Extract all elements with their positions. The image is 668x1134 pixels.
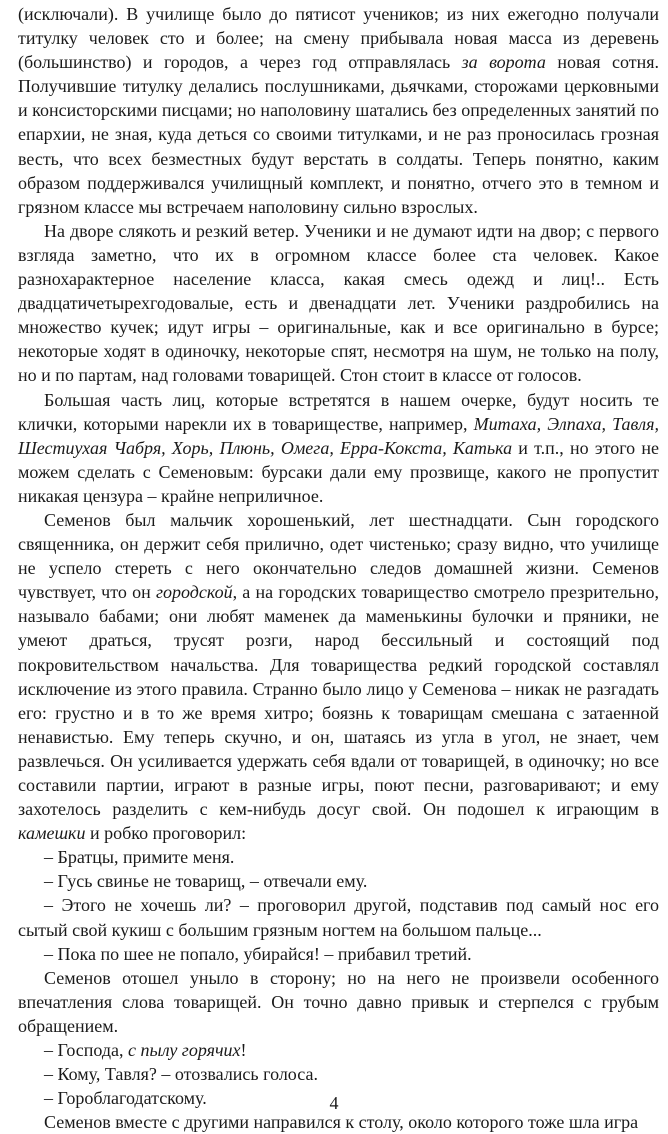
text-run: – Гусь свинье не товарищ, – отвечали ему. [44, 871, 368, 892]
dialogue-line [18, 942, 659, 966]
text-run: Семенов был мальчик хорошенький, лет шестнадцати. Сын городского священника, он держит себя прилично, одет чистенько; сразу видно, что училище не успело стереть с него окончательно следов домашней жизни. Семенов чувствует, что он [18, 509, 659, 603]
text-run: – Пока по шее не попало, убирайся! – прибавил третий. [44, 943, 472, 964]
paragraph-2 [18, 219, 659, 388]
dialogue-line [18, 893, 659, 941]
paragraph-3 [18, 388, 659, 508]
page-number: 4 [329, 1093, 339, 1113]
italic-run: Митаха, Элпаха, Тавля, Шестиухая Чабря, Хорь, Плюнь, Омега, Ерра-Кокста, Катька [18, 413, 659, 458]
text-run: – Гороблагодатскому. [44, 1088, 207, 1109]
text-run: На дворе слякоть и резкий ветер. Ученики и не думают идти на двор; с первого взгляда заметно, что их в огромном классе более ста человек. Какое разнохарактерное население класса, какая смесь одежд и лиц!.. Есть двадцатичетырехгодовалые, есть и двенадцати лет. Ученики раздробились на множество кучек; идут игры – оригинальные, как и все оригинально в бурсе; некоторые ходят в одиночку, некоторые спят, несмотря на шум, не только на полу, но и по партам, над головами товарищей. Стон стоит в классе от голосов. [18, 220, 659, 386]
dialogue-line [18, 1062, 659, 1086]
paragraph-9 [18, 966, 659, 1038]
text-run: – Господа, [44, 1040, 129, 1061]
italic-run: с пылу горячих [128, 1040, 241, 1061]
paragraph-4 [18, 508, 659, 845]
text-run: Большая часть лиц, которые встретятся в нашем очерке, будут носить те клички, которыми нарекли их в товариществе, например, [18, 389, 659, 434]
text-run: Семенов вместе с другими направился к столу, около которого тоже шла игра [44, 1112, 639, 1133]
text-run: , а на городских товарищество смотрело презрительно, называло бабами; они любят маменек да маменькины булочки и пряники, не умеют драться, трусят розги, народ бессильный и состоящий под покровительством начальства. Для товарищества редкий городской составлял исключение из этого правила. Странно было лицо у Семенова – никак не разгадать его: грустно и в то же время хитро; боязнь к товарищам смешана с затаенной ненавистью. Ему теперь скучно, и он, шатаясь из угла в угол, не знает, чем развлечься. Он усиливается удержать себя вдали от товарищей, в одиночку; но все составили партии, играют в разные игры, поют песни, разговаривают; и ему захотелось разделить с кем-нибудь досуг свой. Он подошел к играющим в [18, 582, 660, 820]
paragraph-1 [18, 2, 659, 219]
text-run: и т.п., но этого не можем сделать с Семеновым: бурсаки дали ему прозвище, какого не пропустит никакая цензура – крайне неприличное. [18, 437, 659, 506]
text-run: – Этого не хочешь ли? – проговорил другой, подставив под самый нос его сытый свой кукиш с большим грязным ногтем на большом пальце... [18, 895, 659, 940]
text-run: и робко проговорил: [85, 823, 247, 844]
text-run: ! [240, 1040, 247, 1061]
text-run: – Кому, Тавля? – отозвались голоса. [44, 1064, 318, 1085]
text-run: Семенов отошел уныло в сторону; но на него не произвели особенного впечатления слова товарищей. Он точно давно привык и стерпелся с грубым обращением. [18, 967, 659, 1036]
dialogue-line [18, 869, 659, 893]
text-run: (исключали). В училище было до пятисот учеников; из них ежегодно получали титулку человек сто и более; на смену прибывала новая масса из деревень (большинство) и городов, а через год отправлялась [18, 4, 659, 73]
dialogue-line [18, 845, 659, 869]
italic-run: городской [155, 582, 233, 603]
text-run: – Братцы, примите меня. [44, 847, 235, 868]
text-body [18, 2, 659, 1134]
italic-run: за ворота [461, 52, 546, 73]
dialogue-line [18, 1038, 659, 1062]
italic-run: камешки [18, 823, 86, 844]
text-run: новая сотня. Получившие титулку делались послушниками, дьячками, сторожами церковными и консисторскими писцами; но наполовину шатались без определенных занятий по епархии, не зная, куда деться со своими титулками, и не раз проносилась грозная весть, что всех безместных будут верстать в солдаты. Теперь понятно, каким образом поддерживался училищный комплект, и понятно, отчего это в темном и грязном классе мы встречаем наполовину сильно взрослых. [18, 52, 659, 217]
